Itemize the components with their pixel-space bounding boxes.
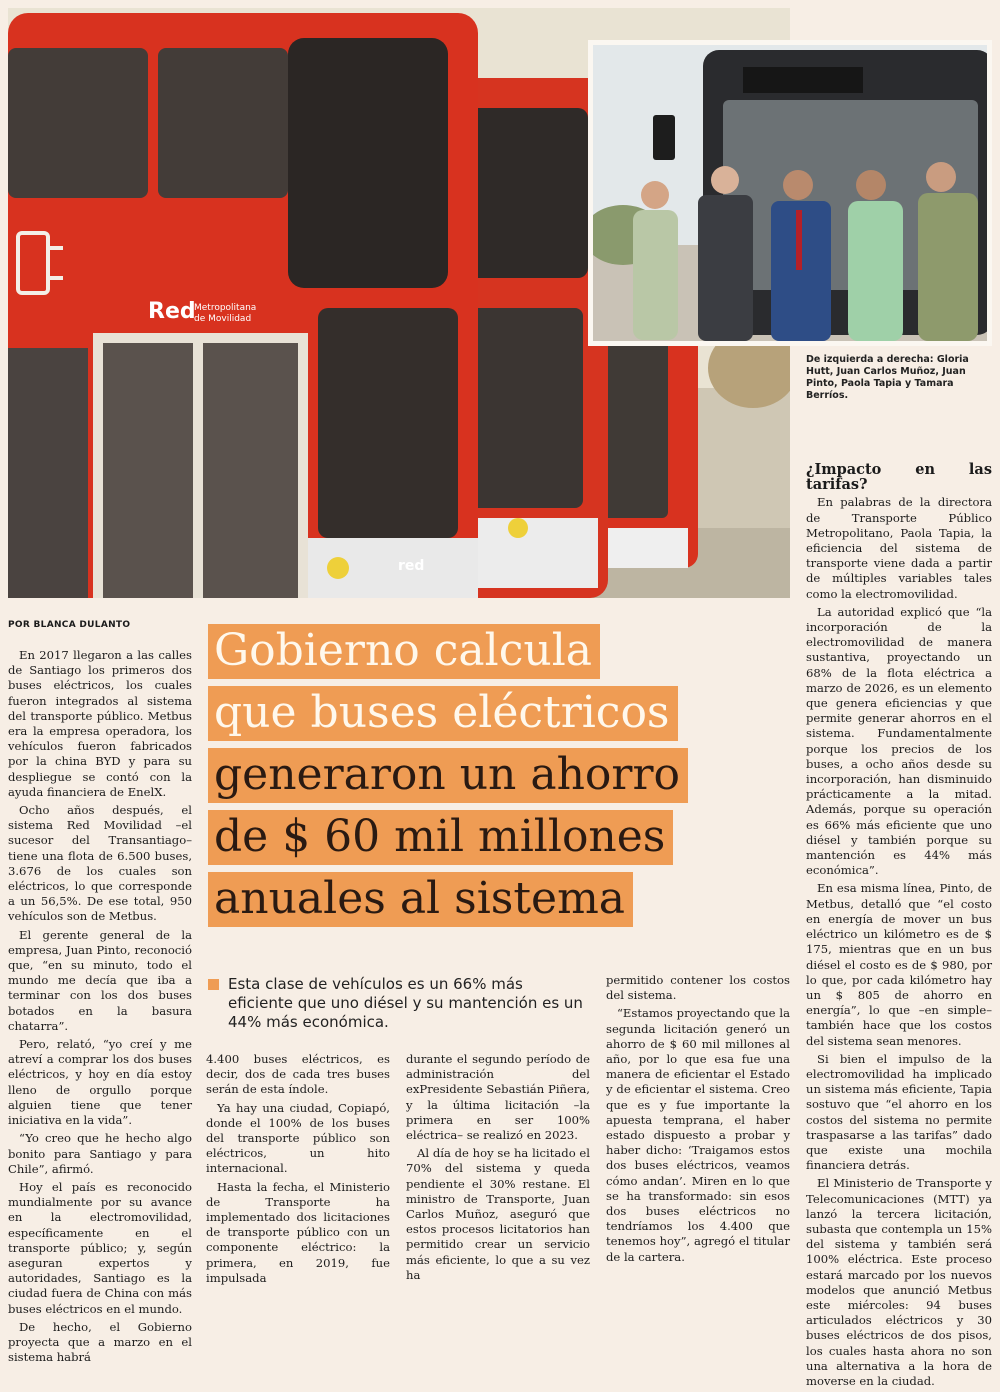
bus-brand-sub2: de Movilidad <box>194 314 252 324</box>
column-5 <box>806 462 992 1392</box>
headline-line-1: Gobierno calcula <box>208 624 600 679</box>
paragraph: La autoridad explicó que “la incorporación de la electromovilidad de manera sustantiva, proyectando un 68% de la flota eléctrica a marzo de 2026, es un elemento que genera eficiencias y que permite generar ahorros en el sistema. Fundamentalmente porque los precios de los buses, a ocho años desde su incorporación, han disminuido prácticamente a la mitad. Además, porque su operación es 66% más eficiente que uno diésel y también porque su mantención es 44% más económica”. <box>806 604 992 878</box>
paragraph: Hoy el país es reconocido mundialmente por su avance en la electromovilidad, específicamente en el transporte público; y, según aseguran expertos y autoridades, Santiago es la ciudad fuera de China con más buses eléctricos en el mundo. <box>8 1179 192 1316</box>
column-4 <box>606 973 790 1268</box>
bus-front-logo: red <box>398 558 425 574</box>
paragraph: Ocho años después, el sistema Red Movilidad –el sucesor del Transantiago– tiene una flota de 6.500 buses, 3.676 de los cuales son eléctricos, lo que corresponde a un 56,5%. De ese total, 950 vehículos son de Metbus. <box>8 803 192 924</box>
bus-brand-text: Red <box>148 299 196 324</box>
headline-line-5: anuales al sistema <box>208 872 633 927</box>
paragraph: “Estamos proyectando que la segunda licitación generó un ahorro de $ 60 mil millones al año, por lo que esa fue una manera de eficientar el Estado y de eficientar el sistema. Creo que es y fue importante la apuesta temprana, el haber estado dispuesto a probar y haber dicho: ‘Traigamos estos dos buses eléctricos, veamos cómo andan’. Miren en lo que se ha transformado: sin esos dos buses eléctricos no tendríamos los 4.400 que tenemos hoy”, agregó el titular de la cartera. <box>606 1006 790 1264</box>
paragraph: El gerente general de la empresa, Juan Pinto, reconoció que, “en su minuto, todo el mundo me decía que iba a terminar con los dos buses botados en la basura chatarra”. <box>8 927 192 1033</box>
inset-photo-officials <box>588 40 992 346</box>
paragraph: permitido contener los costos del sistema. <box>606 973 790 1003</box>
photo-caption: De izquierda a derecha: Gloria Hutt, Juan Carlos Muñoz, Juan Pinto, Paola Tapia y Tamara Berríos. <box>806 354 969 401</box>
headline <box>208 620 793 930</box>
pull-quote-square-icon <box>208 979 219 990</box>
paragraph: Hasta la fecha, el Ministerio de Transporte ha implementado dos licitaciones de transporte público con un componente eléctrico: la primera, en 2019, fue impulsada <box>206 1179 390 1285</box>
officials-illustration <box>593 45 987 341</box>
pull-quote <box>208 975 592 1032</box>
column-2 <box>206 1052 390 1289</box>
paragraph: Ya hay una ciudad, Copiapó, donde el 100% de los buses del transporte público son eléctricos, un hito internacional. <box>206 1100 390 1176</box>
paragraph: Al día de hoy se ha licitado el 70% del sistema y queda pendiente el 30% restane. El ministro de Transporte, Juan Carlos Muñoz, aseguró que estos procesos licitatorios han permitido crear un servicio más eficiente, lo que a su vez ha <box>406 1146 590 1282</box>
paragraph: Pero, relató, “yo creí y me atreví a comprar los dos buses eléctricos, y hoy en día estoy lleno de orgullo porque alguien tiene que tener iniciativa en la vida”. <box>8 1037 192 1128</box>
headline-line-2: que buses eléctricos <box>208 686 678 741</box>
bus-brand-sub1: Metropolitana <box>194 303 257 313</box>
column-1 <box>8 648 192 1368</box>
paragraph: El Ministerio de Transporte y Telecomunicaciones (MTT) ya lanzó la tercera licitación, subasta que contempla un 15% del sistema y también será 100% eléctrica. Este proceso estará marcado por los nuevos modelos que anunció Metbus este miércoles: 94 buses articulados eléctricos y 30 buses eléctricos de dos pisos, los cuales hasta ahora no son una alternativa a la hora de moverse en la ciudad. <box>806 1176 992 1388</box>
headline-line-4: de $ 60 mil millones <box>208 810 673 865</box>
headline-line-3: generaron un ahorro <box>208 748 688 803</box>
paragraph: En palabras de la directora de Transporte Público Metropolitano, Paola Tapia, la eficiencia del sistema de transporte viene dada a partir de múltiples variables tales como la electromovilidad. <box>806 495 992 601</box>
pull-quote-text: Esta clase de vehículos es un 66% más eficiente que uno diésel y su mantención es un 44% más económica. <box>228 975 583 1031</box>
paragraph: En 2017 llegaron a las calles de Santiago los primeros dos buses eléctricos, los cuales fueron integrados al sistema del transporte público. Metbus era la empresa operadora, los vehículos fueron fabricados por la china BYD y para su despliegue se contó con la ayuda financiera de EnelX. <box>8 648 192 799</box>
paragraph: durante el segundo período de administración del exPresidente Sebastián Piñera, y la última licitación –la primera en ser 100% eléctrica– se realizó en 2023. <box>406 1052 590 1143</box>
paragraph: Si bien el impulso de la electromovilidad ha implicado un sistema más eficiente, Tapia sostuvo que “el ahorro en los costos del sistema no permite traspasarse a las tarifas” dado que existe una mochila financiera detrás. <box>806 1051 992 1173</box>
paragraph: 4.400 buses eléctricos, es decir, dos de cada tres buses serán de esta índole. <box>206 1052 390 1097</box>
paragraph: De hecho, el Gobierno proyecta que a marzo en el sistema habrá <box>8 1319 192 1365</box>
section-subhead: ¿Impacto en las tarifas? <box>806 461 992 494</box>
paragraph: En esa misma línea, Pinto, de Metbus, detalló que “el costo en energía de mover un bus eléctrico un kilómetro es de $ 175, mientras que en un bus diésel el costo es de $ 980, por lo que, por cada kilómetro hay un $ 805 de ahorro en energía”, lo que –en simple– también hace que los costos del sistema sean menores. <box>806 881 992 1048</box>
paragraph: “Yo creo que he hecho algo bonito para Santiago y para Chile”, afirmó. <box>8 1131 192 1176</box>
column-3 <box>406 1052 590 1286</box>
byline: POR BLANCA DULANTO <box>8 620 131 630</box>
